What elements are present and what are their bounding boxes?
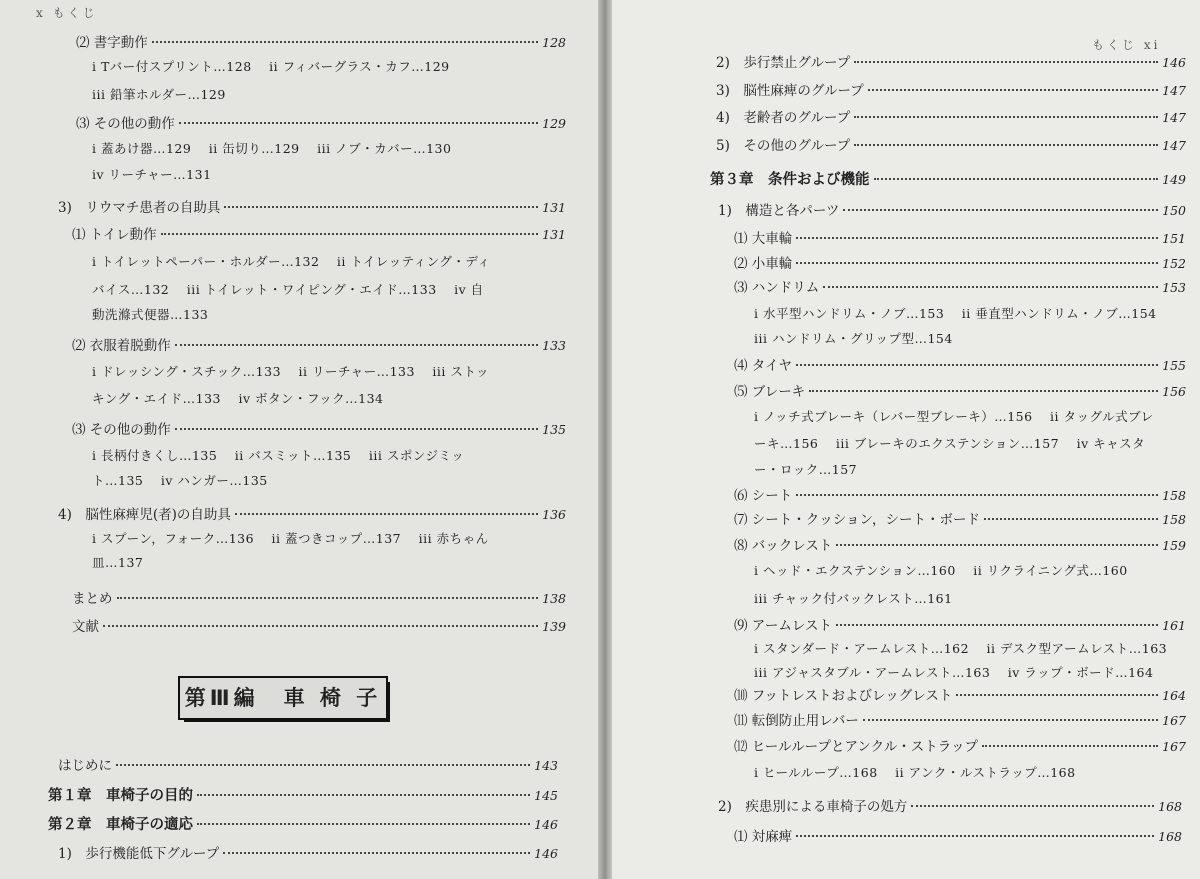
toc-subentry: i スプーン，フォーク…136 ii 蓋つきコップ…137 iii 赤ちゃん: [92, 531, 489, 546]
toc-entry: 5) その他のグループ 147: [716, 138, 1186, 154]
toc-chapter: 第１章 車椅子の目的 145: [48, 788, 558, 804]
toc-entry: ⑴ 対麻痺 168: [734, 829, 1182, 845]
toc-subentry: 皿…137: [92, 555, 144, 570]
toc-entry: はじめに 143: [58, 758, 558, 774]
toc-entry: 1) 歩行機能低下グループ 146: [58, 846, 558, 862]
toc-entry: ⑶ ハンドリム 153: [734, 280, 1186, 296]
toc-entry: ⑸ ブレーキ 156: [734, 384, 1186, 400]
toc-entry: ⑴ トイレ動作 131: [72, 227, 566, 243]
toc-entry: ⑿ ヒールループとアンクル・ストラップ 167: [734, 739, 1186, 755]
toc-subentry: ーキ…156 iii ブレーキのエクステンション…157 iv キャスタ: [754, 436, 1146, 451]
toc-subentry: i ドレッシング・スチック…133 ii リーチャー…133 iii ストッ: [92, 364, 490, 379]
toc-subentry: i ヘッド・エクステンション…160 ii リクライニング式…160: [754, 563, 1128, 578]
toc-subentry: 動洗滌式便器…133: [92, 307, 209, 322]
right-page-header: もくじ xi: [1092, 38, 1161, 52]
part-title: 第Ⅲ編 車 椅 子: [178, 676, 388, 720]
toc-entry: ⑻ バックレスト 159: [734, 538, 1186, 554]
toc-entry: ⑷ タイヤ 155: [734, 358, 1186, 374]
toc-entry: ⑶ その他の動作 129: [76, 116, 566, 132]
toc-entry: ⑵ 小車輪 152: [734, 256, 1186, 272]
toc-entry: 4) 老齢者のグループ 147: [716, 110, 1186, 126]
toc-subentry: バイス…132 iii トイレット・ワイピング・エイド…133 iv 自: [92, 282, 484, 297]
toc-subentry: iv リーチャー…131: [92, 167, 212, 182]
toc-entry: 1) 構造と各パーツ 150: [718, 203, 1186, 219]
toc-subentry: iii ハンドリム・グリップ型…154: [754, 331, 953, 346]
toc-entry: まとめ 138: [72, 591, 566, 607]
toc-subentry: iii チャック付バックレスト…161: [754, 591, 953, 606]
toc-subentry: i 長柄付きくし…135 ii バスミット…135 iii スポンジミッ: [92, 448, 465, 463]
toc-subentry: i 水平型ハンドリム・ノブ…153 ii 垂直型ハンドリム・ノブ…154: [754, 306, 1157, 321]
toc-subentry: i ノッチ式ブレーキ（レバー型ブレーキ）…156 ii タッグル式ブレ: [754, 409, 1154, 424]
toc-entry: 4) 脳性麻痺児(者)の自助具 136: [58, 507, 566, 523]
toc-subentry: ト…135 iv ハンガー…135: [92, 473, 268, 488]
toc-entry: ⑺ シート・クッション，シート・ボード 158: [734, 512, 1186, 528]
toc-entry: ⑴ 大車輪 151: [734, 231, 1186, 247]
toc-subentry: i スタンダード・アームレスト…162 ii デスク型アームレスト…163: [754, 641, 1168, 656]
toc-subentry: ー・ロック…157: [754, 462, 858, 477]
toc-entry: 文献 139: [72, 619, 566, 635]
toc-subentry: i 蓋あけ器…129 ii 缶切り…129 iii ノブ・カバー…130: [92, 141, 452, 156]
toc-subentry: i ヒールループ…168 ii アンク・ルストラップ…168: [754, 765, 1076, 780]
toc-chapter: 第３章 条件および機能 149: [710, 172, 1186, 188]
toc-entry: ⑹ シート 158: [734, 488, 1186, 504]
toc-subentry: iii アジャスタブル・アームレスト…163 iv ラップ・ボード…164: [754, 665, 1154, 680]
toc-subentry: iii 鉛筆ホルダー…129: [92, 87, 226, 102]
toc-entry: 3) リウマチ患者の自助具 131: [58, 200, 566, 216]
toc-subentry: i トイレットペーパー・ホルダー…132 ii トイレッティング・ディ: [92, 254, 491, 269]
toc-entry: 3) 脳性麻痺のグループ 147: [716, 83, 1186, 99]
toc-entry: ⑵ 書字動作 128: [76, 35, 566, 51]
toc-entry: ⑽ フットレストおよびレッグレスト 164: [734, 688, 1186, 704]
toc-entry: ⑶ その他の動作 135: [72, 422, 566, 438]
toc-entry: 2) 歩行禁止グループ 146: [716, 55, 1186, 71]
toc-subentry: キング・エイド…133 iv ボタン・フック…134: [92, 391, 384, 406]
toc-entry: ⑼ アームレスト 161: [734, 618, 1186, 634]
toc-entry: 2) 疾患別による車椅子の処方 168: [718, 799, 1182, 815]
right-page: [612, 0, 1200, 879]
toc-chapter: 第２章 車椅子の適応 146: [48, 817, 558, 833]
left-page-header: x もくじ: [36, 6, 98, 20]
toc-entry: ⑵ 衣服着脱動作 133: [72, 338, 566, 354]
toc-entry: ⑾ 転倒防止用レバー 167: [734, 713, 1186, 729]
toc-subentry: i Tバー付スプリント…128 ii フィバーグラス・カフ…129: [92, 59, 450, 74]
